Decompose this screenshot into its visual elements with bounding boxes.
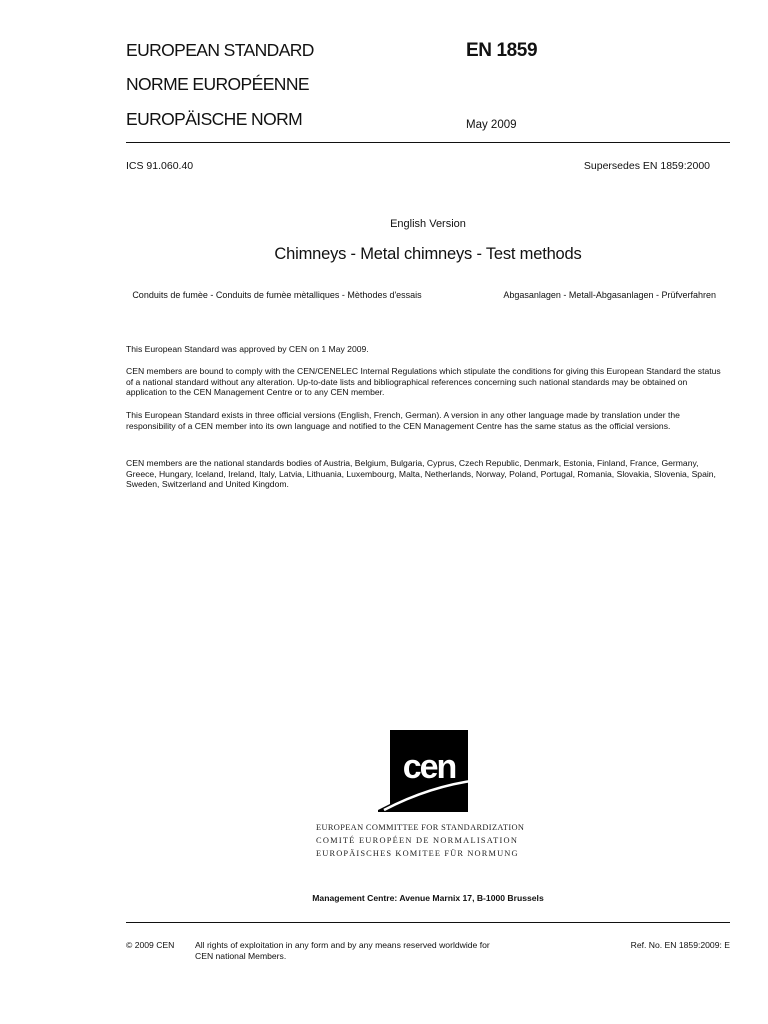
approval-paragraph: This European Standard was approved by CEN on 1 May 2009. [126,344,369,354]
regulations-paragraph: CEN members are bound to comply with the CEN/CENELEC Internal Regulations which stipulate the conditions for giving this European Standard the status of a national standard without any alteration. Up-to-date lists and bibliographical references concerning such national standards may be obtained on application to the CEN Management Centre or to any CEN member. [126,366,721,398]
versions-paragraph: This European Standard exists in three official versions (English, French, German). A version in any other language made by translation under the responsibility of a CEN member into its own language and notified to the CEN Management Centre has the same status as the official versions. [126,410,680,431]
rights-statement: All rights of exploitation in any form and by any means reserved worldwide for CEN national Members. [195,940,490,961]
reference-number: Ref. No. EN 1859:2009: E [630,940,730,950]
ics-code: ICS 91.060.40 [126,160,194,172]
standard-heading-en: EUROPEAN STANDARD [126,40,314,60]
top-divider [126,142,730,143]
management-centre-address: Management Centre: Avenue Marnix 17, B-1000 Brussels [312,893,544,903]
french-title: Conduits de fumèe - Conduits de fumèe mètalliques - Mèthodes d'essais [132,290,422,300]
standard-heading-fr: NORME EUROPÉENNE [126,74,309,94]
language-version: English Version [390,218,466,230]
members-paragraph: CEN members are the national standards bodies of Austria, Belgium, Bulgaria, Cyprus, Czech Republic, Denmark, Estonia, Finland, France, Germany, Greece, Hungary, Iceland, Ireland, Italy, Latvia, Lithuania, Luxembourg, Malta, Netherlands, Norway, Poland, Portugal, Romania, Slovakia, Slovenia, Spain, Sweden, Switzerland and United Kingdom. [126,458,716,490]
committee-name-en: EUROPEAN COMMITTEE FOR STANDARDIZATION [316,823,525,832]
bottom-divider [126,922,730,923]
cen-logo-text: cen [402,748,456,786]
publication-date: May 2009 [466,119,517,131]
cen-logo [378,730,480,812]
german-title: Abgasanlagen - Metall-Abgasanlagen - Prüfverfahren [503,290,716,300]
standard-number: EN 1859 [466,40,538,61]
document-title: Chimneys - Metal chimneys - Test methods [274,245,582,263]
supersedes-note: Supersedes EN 1859:2000 [583,160,710,172]
standard-heading-de: EUROPÄISCHE NORM [126,109,303,129]
committee-name-de: EUROPÄISCHES KOMITEE FÜR NORMUNG [316,849,519,858]
copyright-notice: © 2009 CEN [126,940,175,950]
committee-name-fr: COMITÉ EUROPÉEN DE NORMALISATION [316,836,519,845]
